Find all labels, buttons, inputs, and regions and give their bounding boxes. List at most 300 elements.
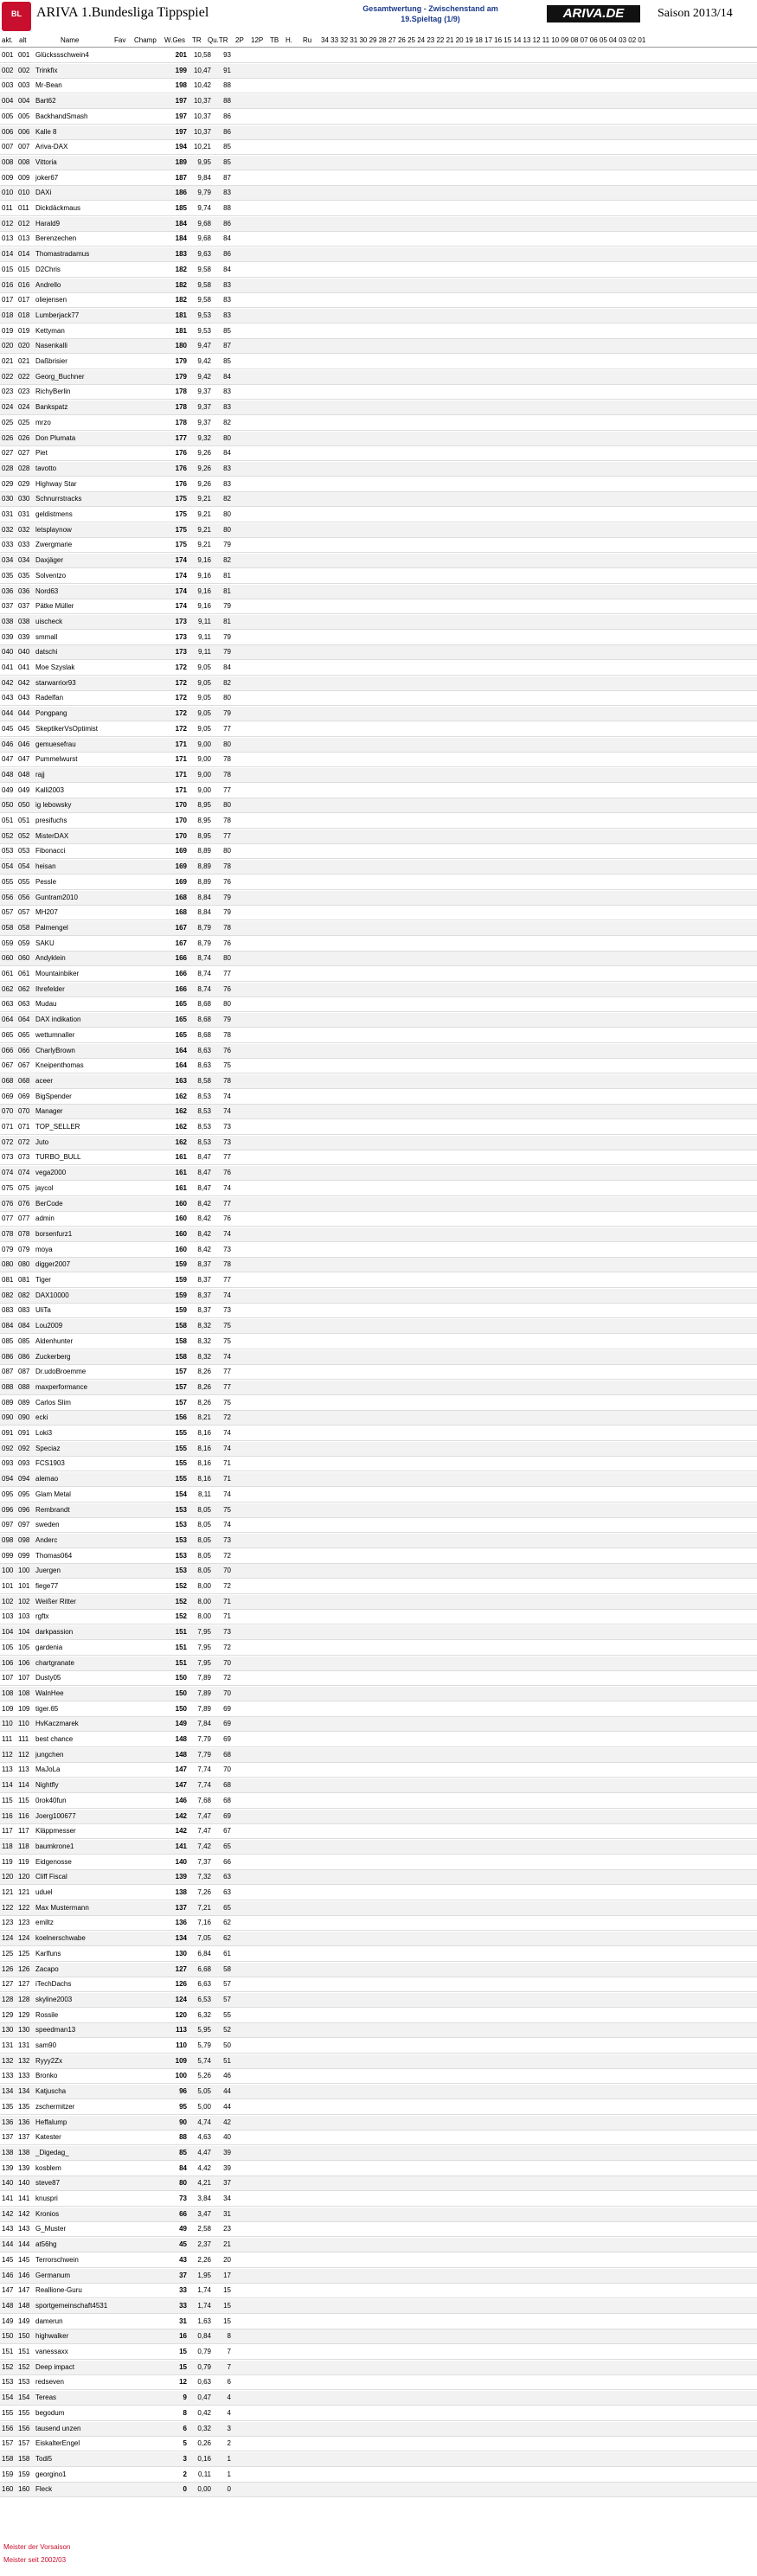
quota-cell: 1,63	[197, 2316, 211, 2325]
table-row	[0, 217, 757, 232]
tendency-cell: 73	[223, 1245, 231, 1253]
tendency-cell: 74	[223, 1107, 231, 1116]
quota-cell: 8,74	[197, 970, 211, 977]
tendency-cell: 76	[223, 939, 231, 947]
previous-rank-cell: 033	[18, 541, 30, 549]
score-cell: 169	[175, 862, 187, 871]
player-name-cell: uduel	[35, 1888, 53, 1896]
quota-cell: 7,79	[197, 1735, 211, 1743]
player-name-cell: Max Mustermann	[35, 1903, 89, 1912]
legend	[3, 2543, 70, 2569]
player-name-cell: Kneipenthomas	[35, 1061, 84, 1070]
player-name-cell: knuspri	[35, 2195, 58, 2202]
rank-cell: 072	[2, 1137, 14, 1146]
quota-cell: 5,74	[197, 2056, 211, 2065]
previous-rank-cell: 155	[18, 2408, 30, 2417]
tendency-cell: 76	[223, 984, 231, 993]
score-cell: 157	[175, 1382, 187, 1391]
page-title: ARIVA 1.Bundesliga Tippspiel	[36, 5, 209, 20]
table-row	[0, 1564, 757, 1579]
table-row	[0, 263, 757, 278]
table-row	[0, 2208, 757, 2222]
previous-rank-cell: 053	[18, 847, 30, 855]
rank-cell: 125	[2, 1949, 14, 1958]
previous-rank-cell: 086	[18, 1352, 30, 1361]
table-row	[0, 446, 757, 461]
score-cell: 176	[175, 464, 187, 472]
quota-cell: 9,58	[197, 280, 211, 289]
player-name-cell: Dusty05	[35, 1674, 61, 1682]
rank-cell: 132	[2, 2056, 14, 2065]
rank-cell: 071	[2, 1123, 14, 1131]
table-row	[0, 140, 757, 155]
tendency-cell: 74	[223, 1444, 231, 1452]
quota-cell: 7,74	[197, 1781, 211, 1790]
score-cell: 175	[175, 510, 187, 518]
rank-cell: 067	[2, 1061, 14, 1070]
player-name-cell: Carlos Slim	[35, 1398, 71, 1407]
table-row	[0, 1855, 757, 1870]
score-cell: 80	[179, 2179, 187, 2188]
previous-rank-cell: 030	[18, 495, 30, 503]
player-name-cell: Highway Star	[35, 479, 77, 488]
table-row	[0, 569, 757, 584]
player-name-cell: Mountainbiker	[35, 970, 80, 977]
tendency-cell: 85	[223, 326, 231, 335]
player-name-cell: BackhandSmash	[35, 112, 88, 120]
score-cell: 185	[175, 204, 187, 212]
rank-cell: 013	[2, 234, 14, 243]
quota-cell: 7,47	[197, 1827, 211, 1836]
rank-cell: 008	[2, 157, 14, 166]
player-name-cell: iTechDachs	[35, 1980, 72, 1989]
quota-cell: 7,89	[197, 1688, 211, 1697]
previous-rank-cell: 098	[18, 1535, 30, 1544]
rank-cell: 099	[2, 1551, 14, 1560]
tendency-cell: 82	[223, 495, 231, 503]
quota-cell: 7,05	[197, 1934, 211, 1943]
table-row	[0, 1503, 757, 1518]
player-name-cell: Eidgenosse	[35, 1857, 72, 1866]
table-row	[0, 1396, 757, 1411]
rank-cell: 118	[2, 1842, 13, 1850]
player-name-cell: Juergen	[35, 1567, 61, 1575]
player-name-cell: Germanum	[35, 2271, 71, 2279]
rank-cell: 116	[2, 1811, 13, 1820]
rank-cell: 090	[2, 1413, 14, 1422]
tendency-cell: 72	[223, 1413, 231, 1422]
previous-rank-cell: 159	[18, 2470, 30, 2478]
rank-cell: 043	[2, 694, 14, 702]
score-cell: 5	[183, 2439, 187, 2448]
rank-cell: 151	[2, 2348, 14, 2355]
tendency-cell: 72	[223, 1582, 231, 1590]
quota-cell: 8,42	[197, 1214, 211, 1223]
previous-rank-cell: 004	[18, 97, 30, 106]
score-cell: 45	[179, 2240, 187, 2249]
table-row	[0, 753, 757, 767]
tendency-cell: 86	[223, 112, 231, 120]
quota-cell: 9,00	[197, 785, 211, 794]
player-name-cell: Katester	[35, 2133, 61, 2142]
rank-cell: 009	[2, 173, 14, 182]
player-name-cell: Palmengel	[35, 923, 68, 932]
table-row	[0, 1457, 757, 1471]
table-row	[0, 1442, 757, 1457]
col-rounds: 34 33 32 31 30 29 28 27 26 25 24 23 22 21 20 19 18 17 16 15 14 13 12 11 10 09 08 07 06 05 04 03 02 01	[321, 36, 646, 44]
table-row	[0, 1641, 757, 1656]
rank-cell: 094	[2, 1475, 14, 1483]
tendency-cell: 75	[223, 1398, 231, 1407]
player-name-cell: rgftx	[35, 1612, 49, 1621]
quota-cell: 9,11	[198, 617, 211, 625]
table-row	[0, 1212, 757, 1227]
player-name-cell: Lumberjack77	[35, 311, 80, 319]
previous-rank-cell: 122	[18, 1903, 30, 1912]
score-cell: 95	[179, 2102, 187, 2111]
score-cell: 170	[175, 817, 187, 824]
score-cell: 169	[175, 847, 187, 855]
player-name-cell: damerun	[35, 2316, 63, 2325]
player-name-cell: Joerg100677	[35, 1811, 76, 1820]
table-row	[0, 937, 757, 952]
tendency-cell: 2	[227, 2439, 231, 2448]
quota-cell: 8,05	[197, 1551, 211, 1560]
tendency-cell: 40	[223, 2133, 231, 2142]
tendency-cell: 86	[223, 127, 231, 136]
previous-rank-cell: 160	[18, 2485, 30, 2494]
score-cell: 2	[183, 2470, 187, 2478]
rank-cell: 057	[2, 908, 14, 917]
score-cell: 174	[175, 602, 187, 611]
quota-cell: 8,74	[197, 984, 211, 993]
table-row	[0, 967, 757, 982]
previous-rank-cell: 106	[18, 1658, 30, 1667]
score-cell: 183	[175, 250, 187, 259]
rank-cell: 018	[2, 311, 14, 319]
table-row	[0, 2192, 757, 2207]
rank-cell: 111	[2, 1735, 13, 1743]
score-cell: 88	[179, 2133, 187, 2142]
tendency-cell: 82	[223, 678, 231, 687]
table-row	[0, 676, 757, 691]
score-cell: 159	[175, 1260, 187, 1269]
rank-cell: 012	[2, 219, 14, 227]
table-row	[0, 339, 757, 354]
rank-cell: 045	[2, 724, 14, 733]
player-name-cell: Mudau	[35, 1000, 57, 1009]
tendency-cell: 70	[223, 1658, 231, 1667]
table-row	[0, 921, 757, 936]
rank-cell: 153	[2, 2378, 14, 2387]
table-row	[0, 997, 757, 1012]
quota-cell: 8,05	[197, 1521, 211, 1529]
player-name-cell: gemuesefrau	[35, 740, 76, 748]
score-cell: 90	[179, 2118, 187, 2126]
rank-cell: 034	[2, 556, 14, 565]
rank-cell: 136	[2, 2118, 14, 2126]
rank-cell: 003	[2, 81, 14, 90]
tendency-cell: 73	[223, 1137, 231, 1146]
table-row	[0, 2437, 757, 2451]
player-name-cell: emiltz	[35, 1919, 54, 1927]
previous-rank-cell: 009	[18, 173, 30, 182]
table-row	[0, 830, 757, 844]
player-name-cell: Aldenhunter	[35, 1336, 74, 1345]
table-row	[0, 2284, 757, 2298]
rank-cell: 052	[2, 831, 14, 840]
previous-rank-cell: 145	[18, 2255, 30, 2264]
quota-cell: 9,26	[197, 449, 211, 458]
tendency-cell: 63	[223, 1888, 231, 1896]
tendency-cell: 87	[223, 173, 231, 182]
table-row	[0, 615, 757, 630]
tendency-cell: 69	[223, 1811, 231, 1820]
tendency-cell: 80	[223, 510, 231, 518]
player-name-cell: Heffalump	[35, 2118, 67, 2126]
quota-cell: 0,47	[197, 2393, 211, 2402]
previous-rank-cell: 057	[18, 908, 30, 917]
quota-cell: 8,47	[197, 1183, 211, 1192]
legend-item-1: Meister der Vorsaison	[3, 2543, 71, 2551]
tendency-cell: 23	[223, 2225, 231, 2233]
previous-rank-cell: 156	[18, 2424, 30, 2432]
previous-rank-cell: 113	[18, 1765, 29, 1774]
rank-cell: 029	[2, 479, 14, 488]
quota-cell: 7,89	[197, 1674, 211, 1682]
quota-cell: 8,26	[197, 1368, 211, 1376]
table-row	[0, 2009, 757, 2023]
quota-cell: 9,00	[197, 770, 211, 779]
score-cell: 33	[179, 2301, 187, 2310]
table-row	[0, 2162, 757, 2176]
quota-cell: 7,95	[197, 1658, 211, 1667]
tendency-cell: 68	[223, 1796, 231, 1804]
player-name-cell: jaycol	[35, 1183, 54, 1192]
rank-cell: 039	[2, 632, 14, 641]
previous-rank-cell: 137	[18, 2133, 30, 2142]
rank-cell: 050	[2, 801, 14, 810]
previous-rank-cell: 038	[18, 617, 30, 625]
player-name-cell: 0rok40fun	[35, 1796, 67, 1804]
table-row	[0, 1182, 757, 1196]
table-row	[0, 2146, 757, 2161]
previous-rank-cell: 101	[18, 1582, 30, 1590]
quota-cell: 4,47	[197, 2148, 211, 2156]
table-row	[0, 1059, 757, 1073]
player-name-cell: admin	[35, 1214, 55, 1223]
score-cell: 163	[175, 1076, 187, 1085]
player-name-cell: RichyBerlin	[35, 388, 71, 396]
rank-cell: 147	[2, 2286, 14, 2295]
player-name-cell: Rossile	[35, 2010, 59, 2019]
rank-cell: 106	[2, 1658, 14, 1667]
previous-rank-cell: 061	[18, 970, 30, 977]
rank-cell: 113	[2, 1765, 13, 1774]
previous-rank-cell: 028	[18, 464, 30, 472]
score-cell: 164	[175, 1046, 187, 1054]
rank-cell: 082	[2, 1291, 14, 1299]
score-cell: 166	[175, 984, 187, 993]
previous-rank-cell: 099	[18, 1551, 30, 1560]
previous-rank-cell: 154	[18, 2393, 30, 2402]
player-name-cell: Loki3	[35, 1429, 53, 1437]
tendency-cell: 67	[223, 1827, 231, 1836]
previous-rank-cell: 016	[18, 280, 30, 289]
rank-cell: 005	[2, 112, 14, 120]
table-row	[0, 1120, 757, 1135]
table-row	[0, 2452, 757, 2467]
previous-rank-cell: 071	[18, 1123, 30, 1131]
table-row	[0, 2299, 757, 2314]
previous-rank-cell: 130	[18, 2026, 30, 2035]
quota-cell: 9,05	[197, 663, 211, 671]
tendency-cell: 15	[223, 2301, 231, 2310]
previous-rank-cell: 069	[18, 1092, 30, 1100]
score-cell: 169	[175, 877, 187, 886]
player-name-cell: rajj	[35, 770, 45, 779]
table-row	[0, 798, 757, 813]
quota-cell: 8,21	[197, 1413, 211, 1422]
quota-cell: 9,32	[197, 433, 211, 442]
tendency-cell: 8	[227, 2332, 231, 2341]
tendency-cell: 88	[223, 97, 231, 106]
quota-cell: 5,79	[197, 2041, 211, 2049]
player-name-cell: Rembrandt	[35, 1505, 70, 1514]
quota-cell: 8,53	[197, 1092, 211, 1100]
player-name-cell: Zacapo	[35, 1964, 59, 1973]
rank-cell: 024	[2, 403, 14, 412]
score-cell: 161	[175, 1153, 187, 1162]
rank-cell: 126	[2, 1964, 14, 1973]
previous-rank-cell: 084	[18, 1322, 30, 1330]
quota-cell: 8,53	[197, 1123, 211, 1131]
player-name-cell: Ryyy2Zx	[35, 2056, 63, 2065]
previous-rank-cell: 104	[18, 1628, 30, 1637]
score-cell: 184	[175, 234, 187, 243]
quota-cell: 0,00	[197, 2485, 211, 2494]
previous-rank-cell: 143	[18, 2225, 30, 2233]
previous-rank-cell: 103	[18, 1612, 30, 1621]
rank-cell: 131	[2, 2041, 14, 2049]
score-cell: 151	[175, 1643, 187, 1651]
previous-rank-cell: 056	[18, 893, 30, 901]
previous-rank-cell: 090	[18, 1413, 30, 1422]
quota-cell: 6,63	[197, 1980, 211, 1989]
previous-rank-cell: 067	[18, 1061, 30, 1070]
player-name-cell: alemao	[35, 1475, 59, 1483]
table-row	[0, 1794, 757, 1809]
tendency-cell: 82	[223, 418, 231, 426]
rank-cell: 088	[2, 1382, 14, 1391]
player-name-cell: Katjuscha	[35, 2087, 67, 2096]
previous-rank-cell: 079	[18, 1245, 30, 1253]
score-cell: 187	[175, 173, 187, 182]
table-row	[0, 1748, 757, 1763]
previous-rank-cell: 023	[18, 388, 30, 396]
player-name-cell: tausend unzen	[35, 2424, 81, 2432]
previous-rank-cell: 052	[18, 831, 30, 840]
score-cell: 172	[175, 678, 187, 687]
tendency-cell: 79	[223, 648, 231, 657]
quota-cell: 8,42	[197, 1229, 211, 1238]
player-name-cell: Zuckerberg	[35, 1352, 71, 1361]
quota-cell: 0,79	[197, 2348, 211, 2355]
tendency-cell: 72	[223, 1551, 231, 1560]
previous-rank-cell: 034	[18, 556, 30, 565]
score-cell: 171	[175, 740, 187, 748]
tendency-cell: 93	[223, 51, 231, 59]
previous-rank-cell: 072	[18, 1137, 30, 1146]
quota-cell: 9,16	[197, 586, 211, 595]
table-row	[0, 110, 757, 125]
previous-rank-cell: 026	[18, 433, 30, 442]
tendency-cell: 88	[223, 204, 231, 212]
tendency-cell: 78	[223, 755, 231, 764]
rank-cell: 019	[2, 326, 14, 335]
rank-cell: 146	[2, 2271, 14, 2279]
tendency-cell: 78	[223, 770, 231, 779]
rank-cell: 010	[2, 189, 14, 197]
score-cell: 153	[175, 1567, 187, 1575]
rank-cell: 156	[2, 2424, 14, 2432]
score-cell: 153	[175, 1535, 187, 1544]
previous-rank-cell: 149	[18, 2316, 30, 2325]
tendency-cell: 69	[223, 1735, 231, 1743]
quota-cell: 1,74	[197, 2286, 211, 2295]
score-cell: 158	[175, 1322, 187, 1330]
table-row	[0, 2238, 757, 2252]
player-name-cell: Dickdäckmaus	[35, 204, 81, 212]
player-name-cell: Ihrefelder	[35, 984, 65, 993]
score-cell: 162	[175, 1123, 187, 1131]
rank-cell: 093	[2, 1459, 14, 1468]
table-row	[0, 2375, 757, 2390]
score-cell: 159	[175, 1276, 187, 1284]
tendency-cell: 77	[223, 831, 231, 840]
score-cell: 199	[175, 66, 187, 74]
table-row	[0, 2406, 757, 2421]
quota-cell: 1,95	[197, 2271, 211, 2279]
rank-cell: 150	[2, 2332, 14, 2341]
rank-cell: 070	[2, 1107, 14, 1116]
quota-cell: 0,11	[198, 2470, 211, 2478]
score-cell: 49	[179, 2225, 187, 2233]
player-name-cell: Fleck	[35, 2485, 53, 2494]
previous-rank-cell: 107	[18, 1674, 30, 1682]
tendency-cell: 50	[223, 2041, 231, 2049]
previous-rank-cell: 010	[18, 189, 30, 197]
quota-cell: 10,58	[193, 51, 211, 59]
quota-cell: 9,84	[197, 173, 211, 182]
table-row	[0, 707, 757, 721]
rank-cell: 064	[2, 1016, 14, 1024]
player-name-cell: ecki	[35, 1413, 48, 1422]
rank-cell: 053	[2, 847, 14, 855]
quota-cell: 9,16	[197, 571, 211, 580]
quota-cell: 8,68	[197, 1030, 211, 1039]
previous-rank-cell: 142	[18, 2209, 30, 2218]
player-name-cell: jungchen	[35, 1750, 64, 1759]
tendency-cell: 37	[223, 2179, 231, 2188]
table-row	[0, 1687, 757, 1701]
score-cell: 198	[175, 81, 187, 90]
table-row	[0, 599, 757, 614]
quota-cell: 8,32	[197, 1336, 211, 1345]
previous-rank-cell: 050	[18, 801, 30, 810]
quota-cell: 9,58	[197, 265, 211, 273]
previous-rank-cell: 083	[18, 1306, 30, 1315]
